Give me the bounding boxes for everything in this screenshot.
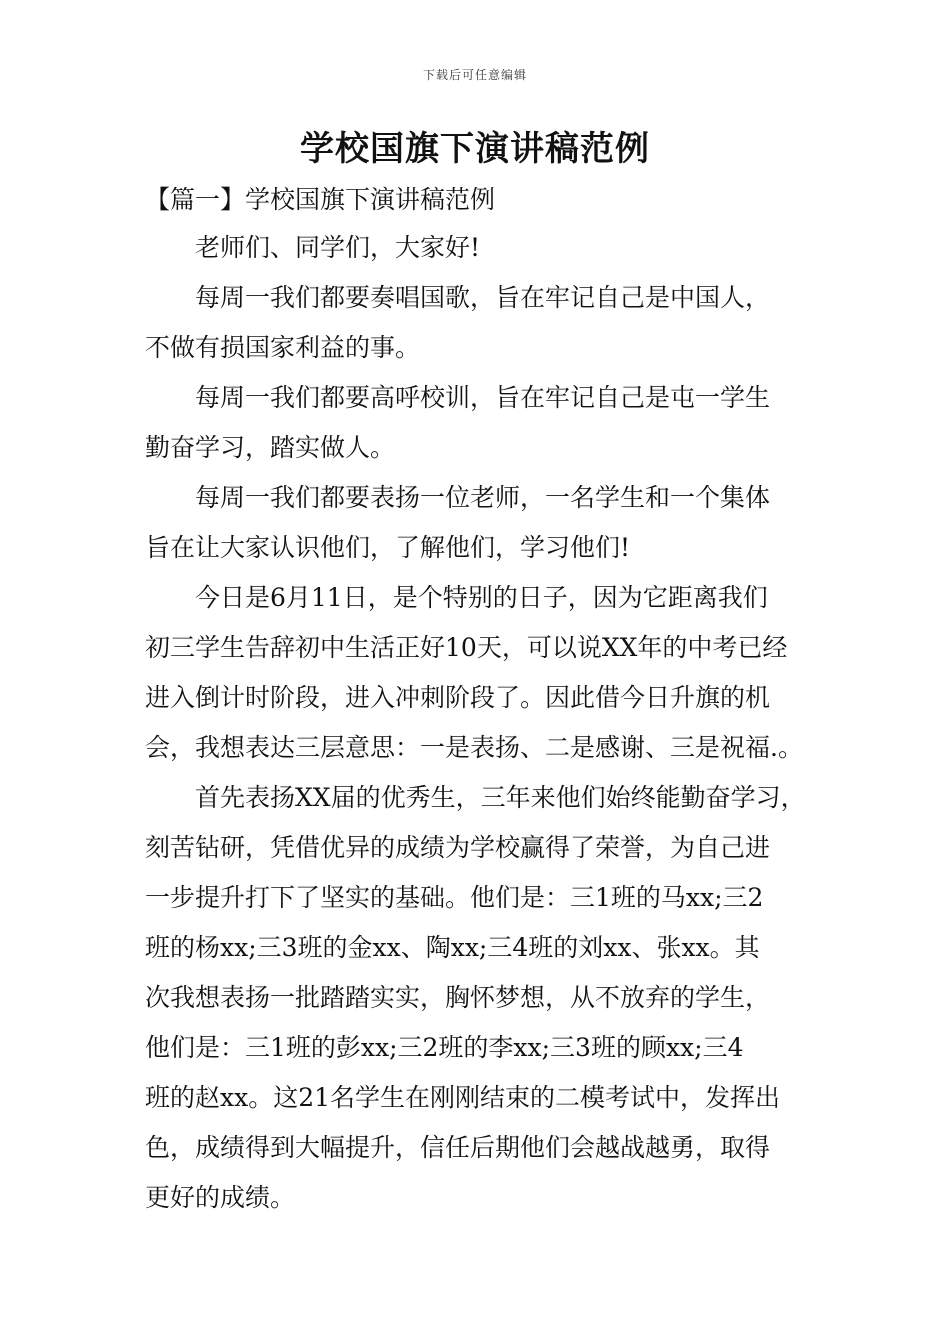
- paragraph-line: 他们是：三1班的彭xx;三2班的李xx;三3班的顾xx;三4: [145, 1033, 744, 1062]
- paragraph-line: 每周一我们都要表扬一位老师，一名学生和一个集体: [195, 483, 771, 512]
- paragraph-line: 次我想表扬一批踏踏实实，胸怀梦想，从不放弃的学生，: [145, 983, 771, 1012]
- paragraph-line: 不做有损国家利益的事。: [145, 333, 421, 362]
- paragraph-line: 每周一我们都要奏唱国歌，旨在牢记自己是中国人，: [195, 283, 771, 312]
- paragraph-line: 首先表扬XX届的优秀生，三年来他们始终能勤奋学习，: [195, 783, 806, 812]
- section-heading: 【篇一】学校国旗下演讲稿范例: [145, 185, 496, 214]
- paragraph-line: 每周一我们都要高呼校训，旨在牢记自己是屯一学生: [195, 383, 771, 412]
- document-title: 学校国旗下演讲稿范例: [300, 129, 650, 169]
- paragraph-line: 更好的成绩。: [145, 1183, 296, 1212]
- paragraph-line: 刻苦钻研，凭借优异的成绩为学校赢得了荣誉，为自己进: [145, 833, 771, 862]
- paragraph-line: 一步提升打下了坚实的基础。他们是：三1班的马xx;三2: [145, 883, 764, 912]
- paragraph-line: 老师们、同学们，大家好!: [195, 233, 481, 262]
- paragraph-line: 班的赵xx。这21名学生在刚刚结束的二模考试中，发挥出: [145, 1083, 781, 1112]
- paragraph-line: 今日是6月11日，是个特别的日子，因为它距离我们: [195, 583, 768, 612]
- paragraph-line: 色，成绩得到大幅提升，信任后期他们会越战越勇，取得: [145, 1133, 771, 1162]
- paragraph-line: 进入倒计时阶段，进入冲刺阶段了。因此借今日升旗的机: [145, 683, 771, 712]
- paragraph-line: 初三学生告辞初中生活正好10天，可以说XX年的中考已经: [145, 633, 788, 662]
- paragraph-line: 会，我想表达三层意思：一是表扬、二是感谢、三是祝福.。: [145, 733, 803, 762]
- header-note: 下载后可任意编辑: [422, 68, 527, 82]
- paragraph-line: 班的杨xx;三3班的金xx、陶xx;三4班的刘xx、张xx。其: [145, 933, 760, 962]
- paragraph-line: 旨在让大家认识他们，了解他们，学习他们!: [145, 533, 631, 562]
- paragraph-line: 勤奋学习，踏实做人。: [145, 433, 396, 462]
